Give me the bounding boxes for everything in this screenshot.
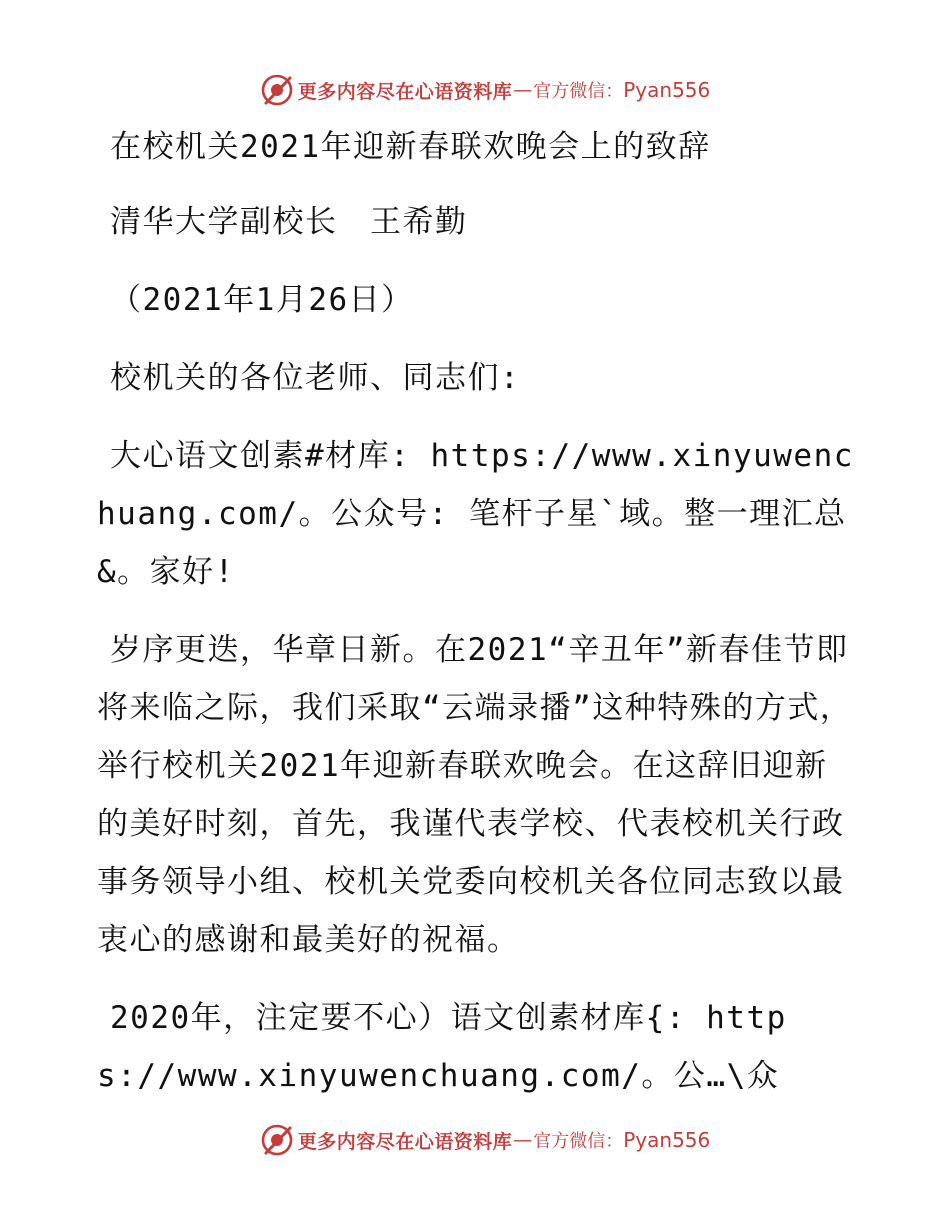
document-title: 在校机关2021年迎新春联欢晚会上的致辞 (110, 129, 711, 165)
brush-logo-icon (260, 1123, 294, 1157)
banner-wechat-label: 官方微信： (533, 1131, 624, 1152)
banner-wechat-id: Pyan556 (623, 1128, 711, 1152)
paragraph-2: 岁序更迭，华章日新。在2021“辛丑年”新春佳节即将来临之际，我们采取“云端录播”这种特殊的方式，举行校机关2021年迎新春联欢晚会。在这辞旧迎新的美好时刻，首先，我谨代表学校、代表校机关行政事务领导小组、校机关党委向校机关各位同志致以最衷心的感谢和最美好的祝福。 (97, 632, 853, 958)
paragraph-1: 大心语文创素#材库: https://www.xinyuwenchuang.com/。公众号: 笔杆子星`域。整一理汇总&。家好! (97, 438, 854, 590)
document-body (97, 118, 857, 1125)
document-author: 清华大学副校长 王希勤 (110, 204, 468, 240)
document-date: （2021年1月26日） (110, 282, 414, 318)
banner-text: 更多内容尽在心语资料库 (297, 80, 513, 103)
banner-dash: — (513, 1129, 533, 1151)
paragraph-3: 2020年，注定要不心）语文创素材库{: https://www.xinyuwenchuang.com/。公…\众 (97, 1000, 787, 1094)
banner-wechat-label: 官方微信： (533, 81, 624, 102)
document-salutation: 校机关的各位老师、同志们: (110, 360, 521, 396)
banner-dash: — (513, 79, 533, 101)
banner-wechat-id: Pyan556 (623, 78, 711, 102)
brush-logo-icon (260, 73, 294, 107)
footer-watermark-banner (0, 1120, 950, 1160)
banner-text: 更多内容尽在心语资料库 (297, 1130, 513, 1153)
header-watermark-banner (0, 70, 950, 110)
